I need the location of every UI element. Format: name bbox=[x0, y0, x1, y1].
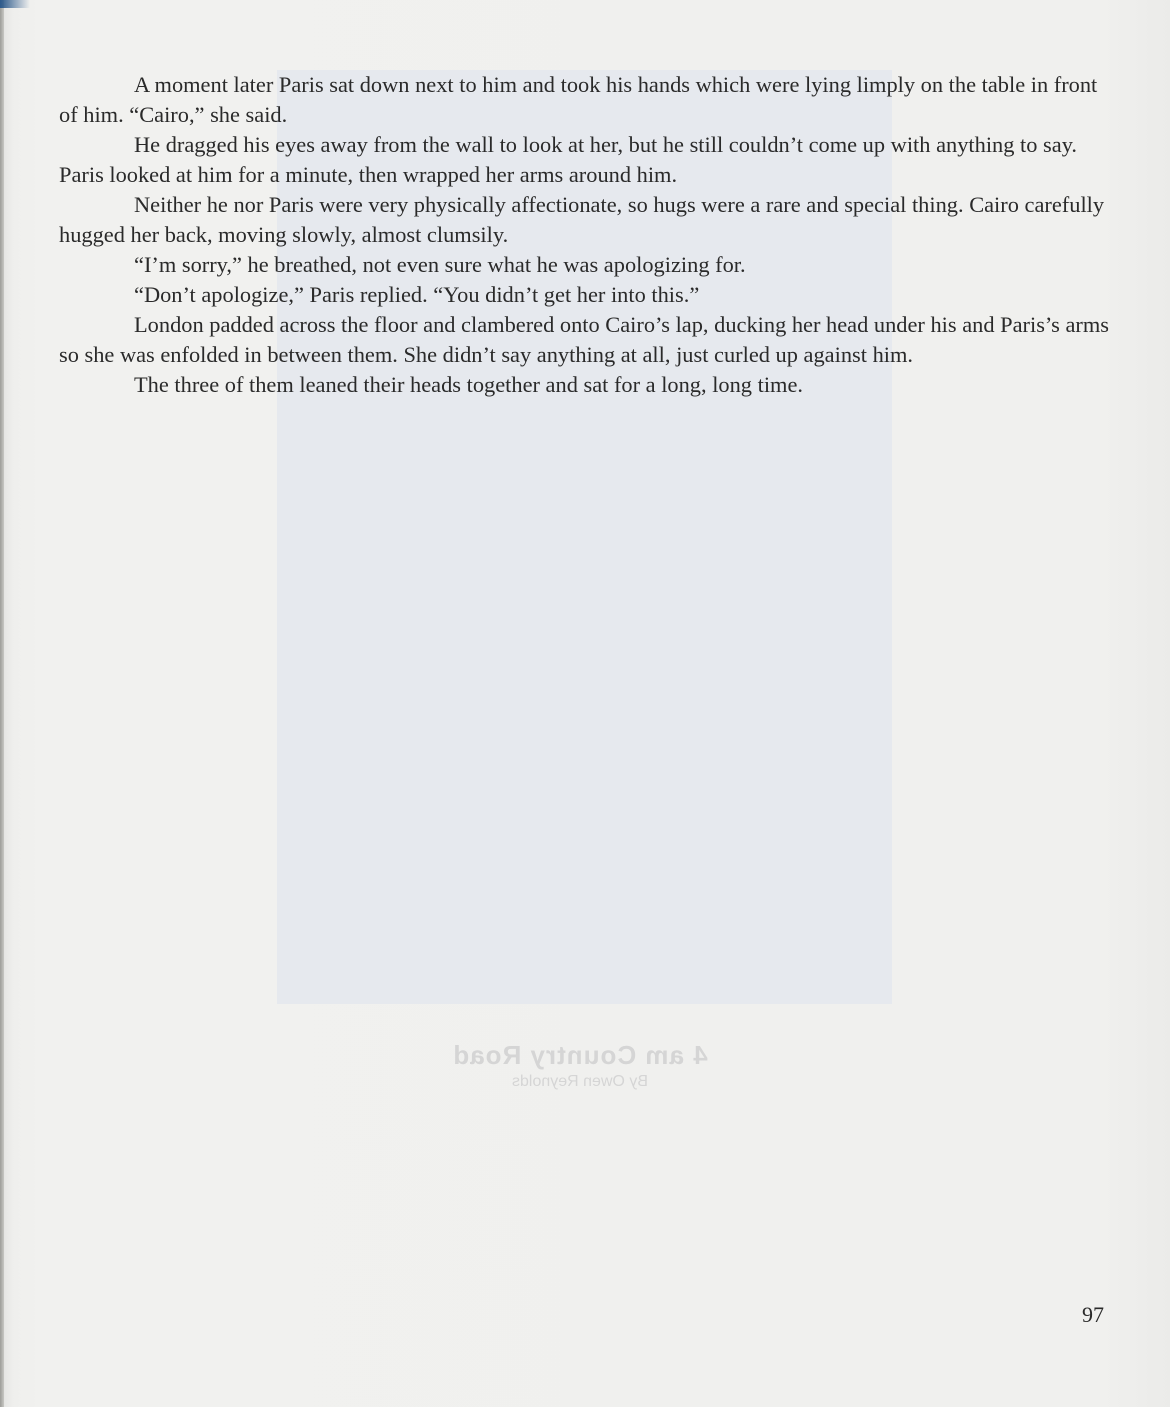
paragraph: The three of them leaned their heads together and sat for a long, long time. bbox=[134, 372, 803, 397]
show-through-caption bbox=[430, 1040, 730, 1091]
show-through-title: 4 am Country Road bbox=[452, 1040, 708, 1070]
story-text bbox=[59, 70, 1114, 400]
paragraph: “Don’t apologize,” Paris replied. “You didn’t get her into this.” bbox=[134, 282, 700, 307]
cover-edge-mark bbox=[0, 0, 30, 8]
show-through-byline: By Owen Reynolds bbox=[511, 1073, 649, 1090]
paragraph: London padded across the floor and clambered onto Cairo’s lap, ducking her head under his and Paris’s arms so she was enfolded in between them. She didn’t say anything at all, just curled up against him. bbox=[59, 312, 1109, 367]
paragraph: “I’m sorry,” he breathed, not even sure what he was apologizing for. bbox=[134, 252, 746, 277]
page-spine-edge bbox=[0, 0, 4, 1407]
paragraph: A moment later Paris sat down next to him and took his hands which were lying limply on the table in front of him. “Cairo,” she said. bbox=[59, 72, 1098, 127]
paragraph: Neither he nor Paris were very physically affectionate, so hugs were a rare and special thing. Cairo carefully hugged her back, moving slowly, almost clumsily. bbox=[59, 192, 1105, 247]
page-number: 97 bbox=[1082, 1302, 1104, 1327]
paragraph: He dragged his eyes away from the wall to look at her, but he still couldn’t come up with anything to say. Paris looked at him for a minute, then wrapped her arms around him. bbox=[59, 132, 1078, 187]
